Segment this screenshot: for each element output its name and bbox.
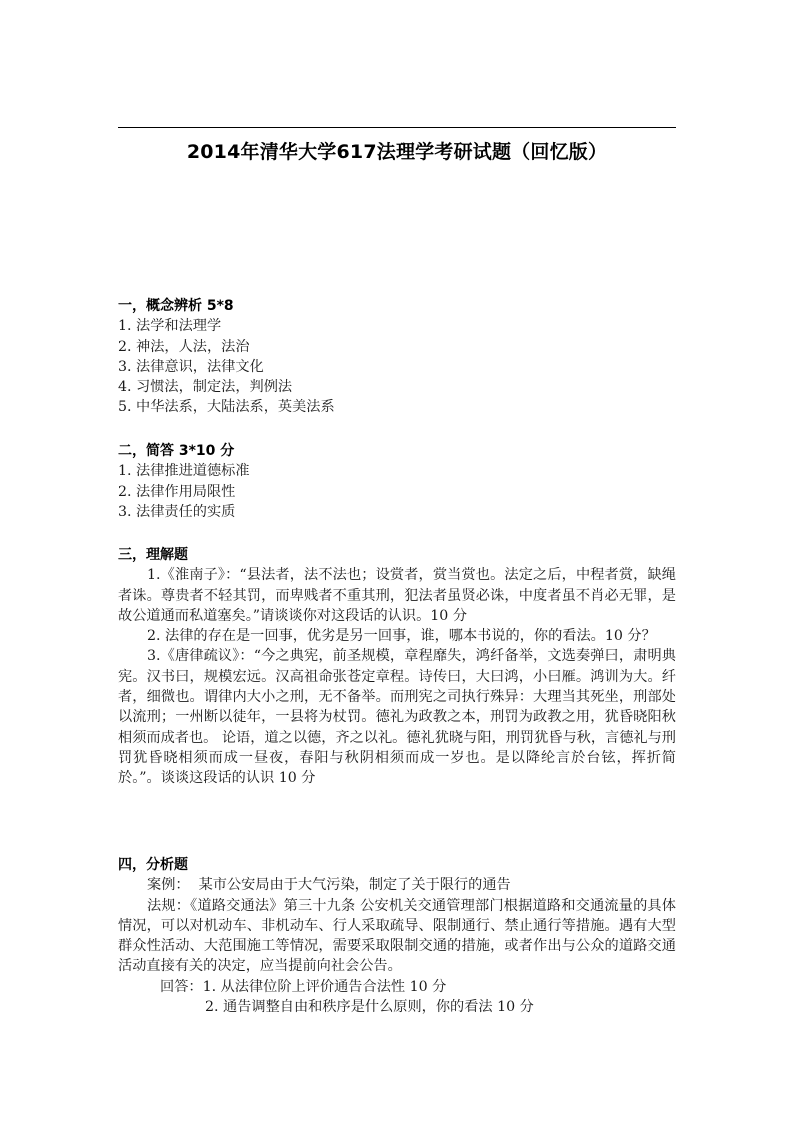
list-item: 3. 法律意识，法律文化 xyxy=(118,358,264,375)
section-comprehension xyxy=(118,545,676,789)
question-paragraph: 3.《唐律疏议》：“今之典宪，前圣规模，章程靡失，鸿纤备举，文选奏弹曰，肃明典宪。汉书曰，规模宏远。汉高祖命张苍定章程。诗传曰，大曰鸿，小曰雁。鸿训为大。纤者，细微也。谓律内大小之刑，无不备举。而刑宪之司执行殊异：大理当其死坐，刑部处以流刑；一州断以徒年，一县将为杖罚。德礼为政教之本，刑罚为政教之用，犹昏晓阳秋相须而成者也。 论语，道之以德，齐之以礼。德礼犹晓与阳，刑罚犹昏与秋，言德礼与刑罚犹昏晓相须而成一昼夜，春阳与秋阴相须而成一岁也。是以降纶言於台铉，挥折简於。”。谈谈这段话的认识 10 分 xyxy=(118,648,676,787)
section-case-analysis xyxy=(118,855,676,1017)
case-text: 某市公安局由于大气污染，制定了关于限行的通告 xyxy=(198,877,511,894)
section-short-answer xyxy=(118,441,676,522)
answer-question-line: 2. 通告调整自由和秩序是什么原则，你的看法 10 分 xyxy=(205,999,534,1016)
answer-label: 回答： xyxy=(160,978,203,995)
list-item: 1. 法学和法理学 xyxy=(118,318,222,335)
list-item: 3. 法律责任的实质 xyxy=(118,503,236,520)
list-item: 5. 中华法系，大陆法系，英美法系 xyxy=(118,399,335,416)
list-item: 1. 法律推进道德标准 xyxy=(118,463,250,480)
header-rule xyxy=(118,127,676,128)
section-heading: 三，理解题 xyxy=(118,547,188,563)
question-paragraph: 2. 法律的存在是一回事，优劣是另一回事，谁，哪本书说的，你的看法。10 分？ xyxy=(147,628,656,645)
section-heading: 四，分析题 xyxy=(118,857,188,873)
case-line xyxy=(118,875,676,895)
answer-question: 1. 从法律位阶上评价通告合法性 10 分 xyxy=(202,978,447,995)
list-item: 2. 法律作用局限性 xyxy=(118,483,236,500)
answer-line xyxy=(118,977,676,997)
section-heading: 二，简答 3*10 分 xyxy=(118,443,235,459)
section-concept-analysis xyxy=(118,296,676,418)
case-label: 案例： xyxy=(147,877,190,894)
document-title: 2014年清华大学617法理学考研试题（回忆版） xyxy=(186,141,608,163)
list-item: 2. 神法，人法，法治 xyxy=(118,338,250,355)
question-paragraph: 1.《淮南子》：“县法者，法不法也；设赏者，赏当赏也。法定之后，中程者赏，缺绳者诛。尊贵者不轻其罚，而卑贱者不重其刑，犯法者虽贤必诛，中度者虽不肖必无罪，是故公道通而私道塞矣。”请谈谈你对这段话的认识。10 分 xyxy=(118,567,676,624)
list-item: 4. 习惯法，制定法，判例法 xyxy=(118,379,293,396)
regulation-paragraph: 法规：《道路交通法》第三十九条 公安机关交通管理部门根据道路和交通流量的具体情况，可以对机动车、非机动车、行人采取疏导、限制通行、禁止通行等措施。遇有大型群众性活动、大范围施工等情况，需要采取限制交通的措施，或者作出与公众的道路交通活动直接有关的决定，应当提前向社会公告。 xyxy=(118,897,676,975)
section-heading: 一，概念辨析 5*8 xyxy=(118,298,234,314)
